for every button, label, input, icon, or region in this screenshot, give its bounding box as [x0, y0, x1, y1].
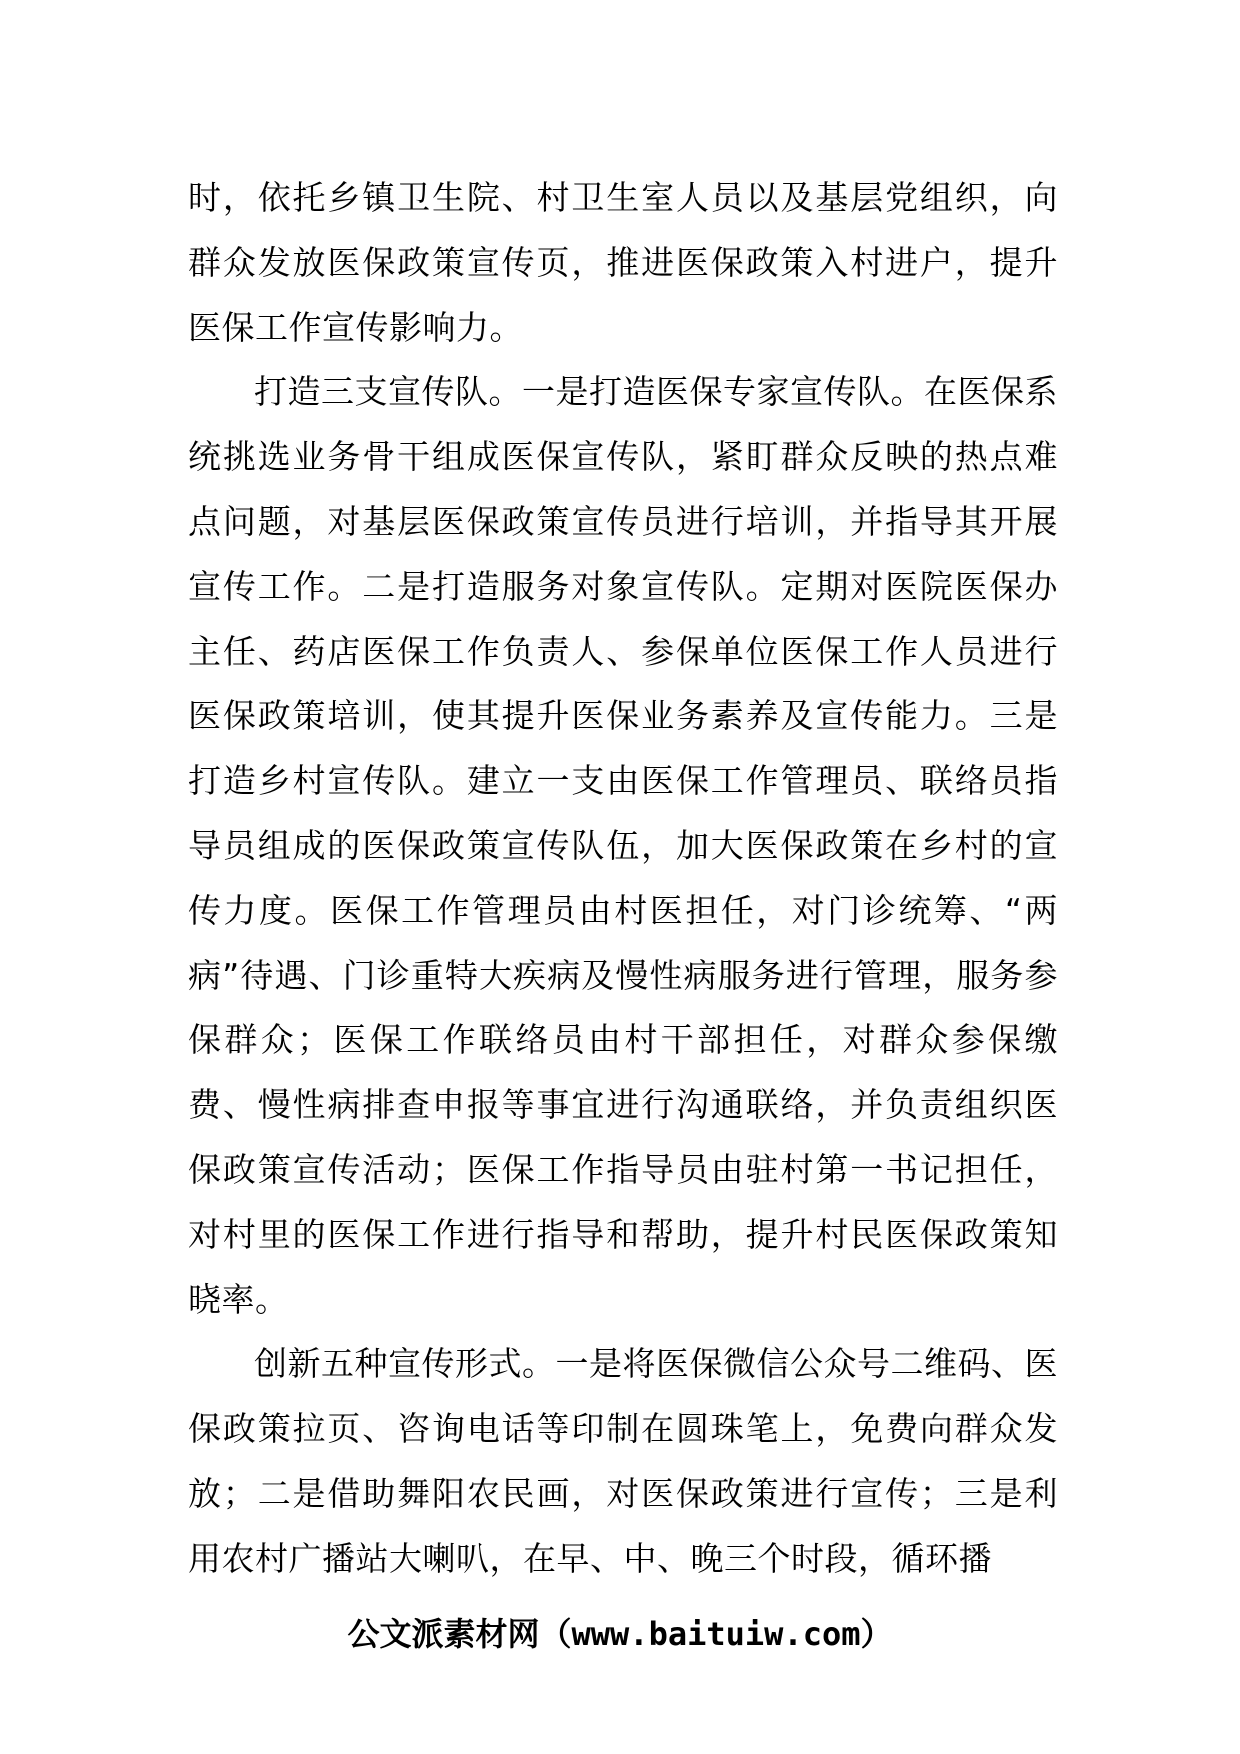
paragraph-continuation: 时，依托乡镇卫生院、村卫生室人员以及基层党组织，向群众发放医保政策宣传页，推进医保政策入村进户，提升医保工作宣传影响力。 — [188, 178, 1058, 347]
page-footer — [0, 1614, 1240, 1654]
footer-site-name: 公文派素材网 — [347, 1615, 540, 1653]
paragraph-propaganda-teams: 打造三支宣传队。一是打造医保专家宣传队。在医保系统挑选业务骨干组成医保宣传队，紧盯群众反映的热点难点问题，对基层医保政策宣传员进行培训，并指导其开展宣传工作。二是打造服务对象宣传队。定期对医院医保办主任、药店医保工作负责人、参保单位医保工作人员进行医保政策培训，使其提升医保业务素养及宣传能力。三是打造乡村宣传队。建立一支由医保工作管理员、联络员指导员组成的医保政策宣传队伍，加大医保政策在乡村的宣传力度。医保工作管理员由村医担任，对门诊统筹、“两病”待遇、门诊重特大疾病及慢性病服务进行管理，服务参保群众；医保工作联络员由村干部担任，对群众参保缴费、慢性病排查申报等事宜进行沟通联络，并负责组织医保政策宣传活动；医保工作指导员由驻村第一书记担任，对村里的医保工作进行指导和帮助，提升村民医保政策知晓率。 — [188, 372, 1058, 1319]
document-body — [188, 166, 1058, 1592]
footer-site-url: （www.baituiw.com） — [539, 1615, 893, 1653]
paragraph-propaganda-forms: 创新五种宣传形式。一是将医保微信公众号二维码、医保政策拉页、咨询电话等印制在圆珠笔上，免费向群众发放；二是借助舞阳农民画，对医保政策进行宣传；三是利用农村广播站大喇叭，在早、中、晚三个时段，循环播 — [188, 1344, 1058, 1578]
